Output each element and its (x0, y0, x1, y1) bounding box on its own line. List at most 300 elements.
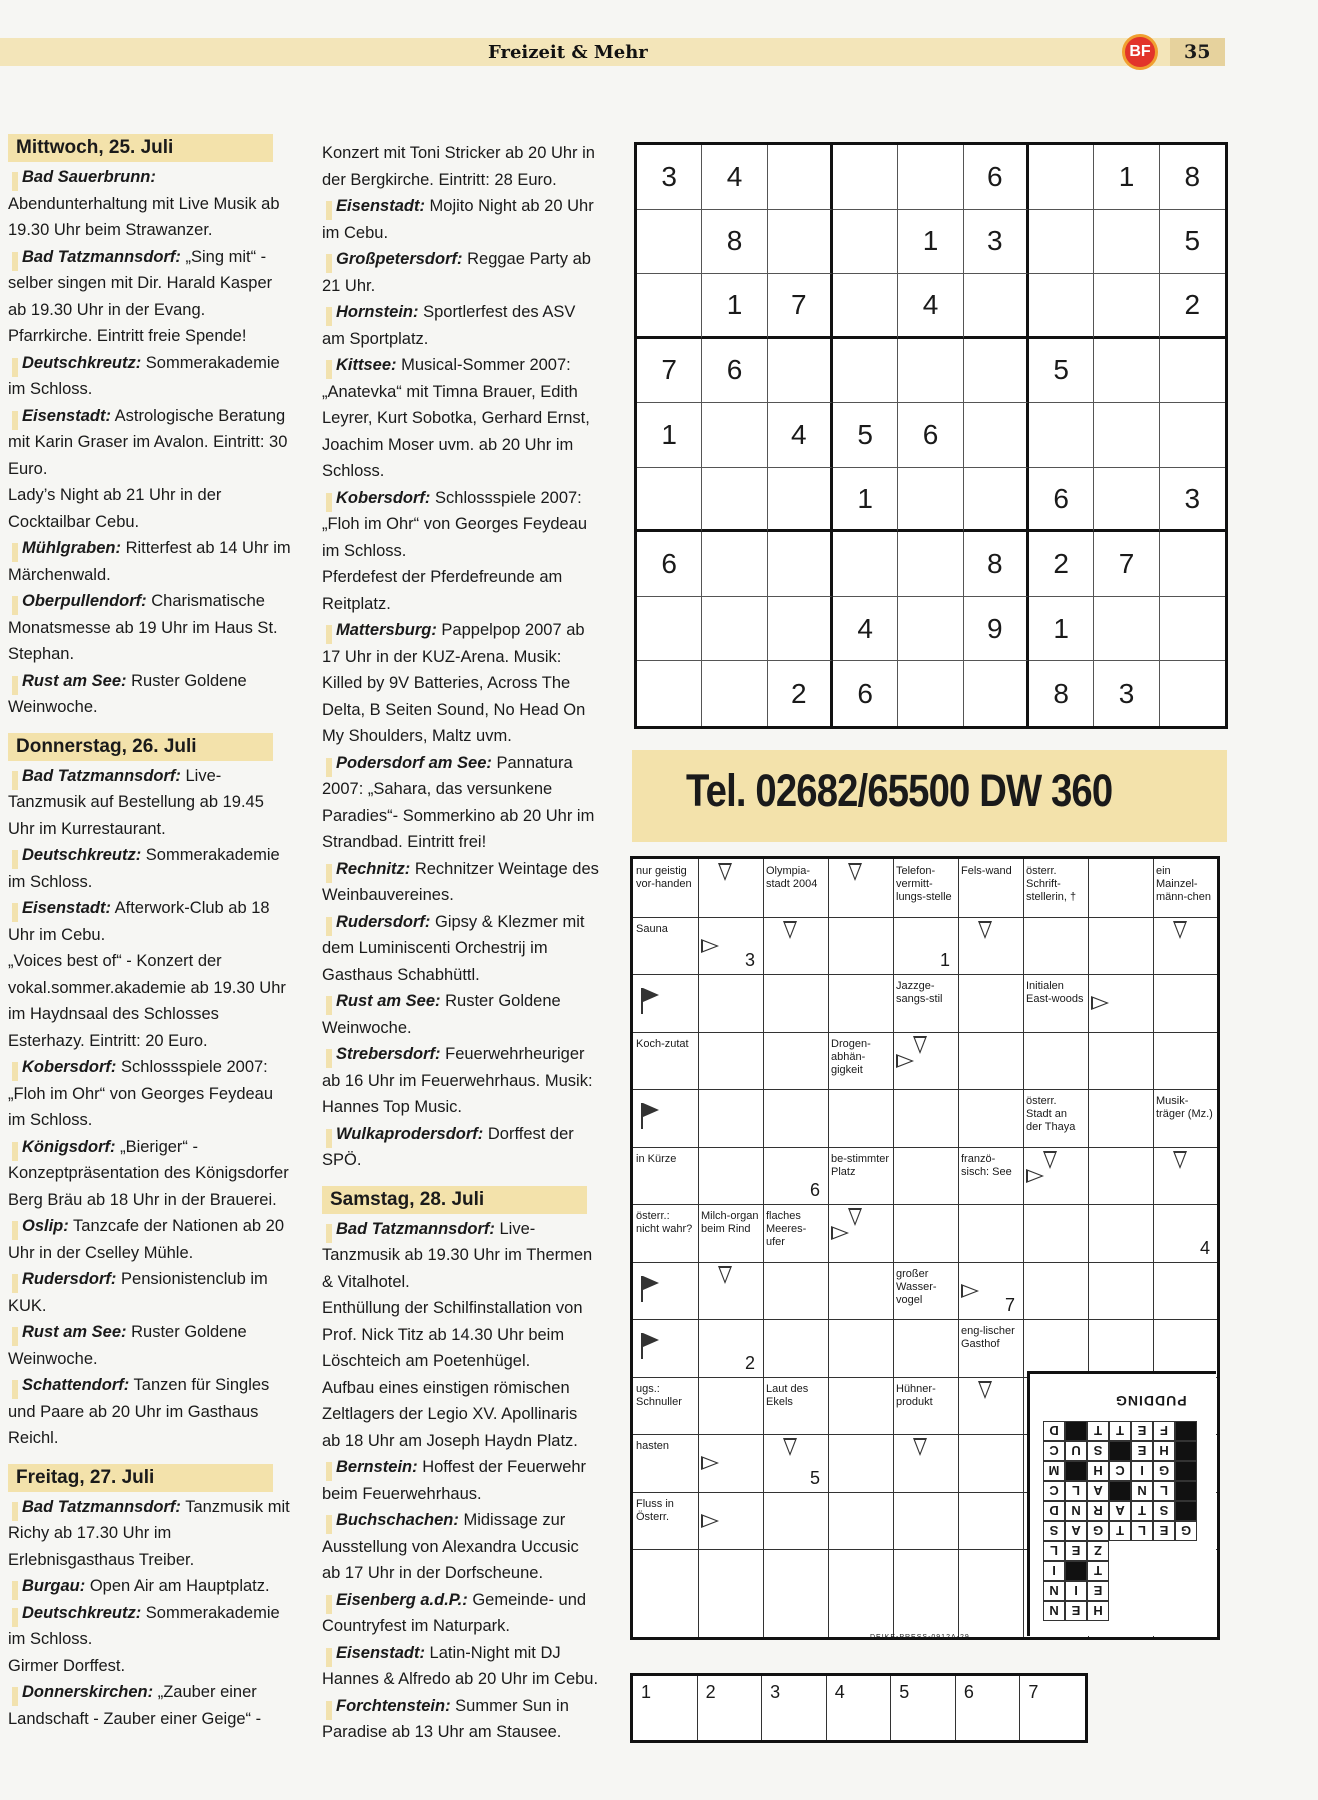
event-entry (322, 750, 600, 856)
sudoku-cell[interactable] (833, 145, 898, 210)
sudoku-cell[interactable]: 7 (768, 274, 833, 339)
sudoku-cell[interactable] (702, 597, 767, 662)
event-location: Bad Tatzmannsdorf: (8, 1498, 181, 1516)
sudoku-cell[interactable] (768, 468, 833, 533)
sudoku-cell[interactable]: 2 (768, 661, 833, 726)
solution-cell: L (1131, 1521, 1153, 1541)
sudoku-cell[interactable] (964, 468, 1029, 533)
sudoku-cell[interactable] (702, 661, 767, 726)
sudoku-cell[interactable]: 7 (1094, 532, 1159, 597)
bf-logo: BF (1122, 34, 1158, 70)
event-text: Aufbau eines einstigen römischen Zeltlagers der Legio XV. Apollinaris ab 18 Uhr am Joseph Haydn Platz. (322, 1378, 578, 1450)
solution-cell: A (1065, 1521, 1087, 1541)
spacer (8, 721, 293, 733)
sudoku-cell[interactable] (1094, 274, 1159, 339)
crossword-clue: nur geistig vor-handen (636, 865, 692, 890)
event-location: Forchtenstein: (322, 1697, 451, 1715)
sudoku-cell[interactable] (898, 145, 963, 210)
crossword-puzzle[interactable] (630, 856, 1220, 1640)
event-location: Königsdorf: (8, 1138, 115, 1156)
sudoku-cell[interactable]: 4 (702, 145, 767, 210)
events-column-1 (8, 134, 293, 1732)
event-location: Oslip: (8, 1217, 69, 1235)
crossword-number: 7 (1005, 1295, 1016, 1315)
sudoku-cell[interactable]: 5 (833, 403, 898, 468)
sudoku-cell[interactable] (964, 661, 1029, 726)
solution-grid (1043, 1421, 1197, 1621)
sudoku-cell[interactable]: 1 (898, 210, 963, 275)
grid-line (958, 859, 959, 1637)
sudoku-cell[interactable]: 1 (1029, 597, 1094, 662)
event-location: Eisenstadt: (8, 899, 111, 917)
solution-cell: N (1043, 1581, 1065, 1601)
solution-cell (1065, 1561, 1087, 1581)
sudoku-cell[interactable] (768, 210, 833, 275)
event-text: Sportlerfest des ASV am Sportplatz. (322, 303, 576, 348)
event-text: Summer Sun in Paradise ab 13 Uhr am Stausee. (322, 1696, 569, 1741)
arrow-right-icon (701, 939, 719, 953)
sudoku-cell[interactable] (637, 661, 702, 726)
solution-cell (1131, 1561, 1153, 1581)
grid-line (698, 859, 699, 1637)
event-text: Pferdefest der Pferdefreunde am Reitplatz. (322, 568, 563, 613)
event-entry (322, 299, 600, 352)
event-entry (8, 350, 293, 403)
sudoku-cell[interactable] (768, 532, 833, 597)
arrow-down-icon (913, 1036, 927, 1054)
event-text: Schlossspiele 2007: „Floh im Ohr“ von Georges Feydeau im Schloss. (322, 488, 588, 560)
event-text: Abendunterhaltung mit Live Musik ab 19.30 Uhr beim Strawanzer. (8, 194, 280, 239)
crossword-clue: Koch-zutat (636, 1037, 689, 1050)
arrow-down-icon (718, 863, 732, 881)
sudoku-cell[interactable]: 4 (833, 597, 898, 662)
sudoku-cell[interactable] (702, 468, 767, 533)
event-entry (8, 1266, 293, 1319)
spacer (322, 1174, 600, 1186)
sudoku-cell[interactable] (1094, 597, 1159, 662)
event-text: Konzert mit Toni Stricker ab 20 Uhr in der Bergkirche. Eintritt: 28 Euro. (322, 144, 595, 189)
event-text: Musical-Sommer 2007: „Anatevka“ mit Timna Brauer, Edith Leyrer, Kurt Sobotka, Gerhard Ernst, Joachim Moser uvm. ab 20 Uhr im Schloss. (322, 356, 590, 480)
answer-cell[interactable]: 6 (956, 1676, 1021, 1740)
solution-cell: U (1065, 1441, 1087, 1461)
event-text: Sommerakademie im Schloss. (8, 1603, 280, 1648)
solution-cell: E (1153, 1521, 1175, 1541)
event-entry (8, 1600, 293, 1653)
sudoku-cell[interactable]: 7 (637, 339, 702, 404)
sudoku-cell[interactable] (1029, 210, 1094, 275)
solution-cell: E (1131, 1421, 1153, 1441)
solution-cell: Z (1087, 1541, 1109, 1561)
event-location: Oberpullendorf: (8, 592, 147, 610)
event-text: Enthüllung der Schilfinstallation von Prof. Nick Titz ab 14.30 Uhr beim Löschteich am Poetenhügel. (322, 1299, 583, 1370)
event-entry (322, 988, 600, 1041)
sudoku-cell[interactable] (1029, 403, 1094, 468)
sudoku-cell[interactable]: 3 (964, 210, 1029, 275)
event-text: Feuerwehrheuriger ab 16 Uhr im Feuerwehrhaus. Musik: Hannes Top Music. (322, 1045, 593, 1116)
answer-row[interactable] (630, 1673, 1088, 1743)
day-heading: Mittwoch, 25. Juli (8, 134, 273, 162)
sudoku-cell[interactable] (702, 403, 767, 468)
sudoku-cell[interactable]: 1 (833, 468, 898, 533)
event-entry (322, 352, 600, 485)
grid-line (633, 1032, 1217, 1033)
event-text: Mojito Night ab 20 Uhr im Cebu. (322, 197, 594, 242)
event-text: Lady’s Night ab 21 Uhr in der Cocktailbar Cebu. (8, 486, 222, 531)
event-location: Eisenstadt: (322, 1644, 425, 1662)
event-location: Schattendorf: (8, 1376, 129, 1394)
sudoku-cell[interactable]: 5 (1160, 210, 1225, 275)
event-entry (322, 1640, 600, 1693)
crossword-clue: Fluss in Österr. (636, 1497, 674, 1523)
solution-cell: H (1087, 1461, 1109, 1481)
sudoku-cell[interactable] (1160, 597, 1225, 662)
crossword-clue: Milch-organ beim Rind (701, 1210, 759, 1235)
solution-cell: G (1175, 1521, 1197, 1541)
event-text: Ruster Goldene Weinwoche. (8, 671, 247, 716)
solution-cell (1131, 1541, 1153, 1561)
solution-cell: H (1153, 1441, 1175, 1461)
event-entry (8, 164, 293, 244)
event-entry (8, 588, 293, 668)
event-location: Kobersdorf: (322, 489, 430, 507)
event-entry (322, 140, 600, 193)
sudoku-cell[interactable] (1160, 339, 1225, 404)
event-location: Hornstein: (322, 303, 419, 321)
day-heading: Donnerstag, 26. Juli (8, 733, 273, 761)
event-location: Kobersdorf: (8, 1058, 116, 1076)
event-entry (8, 763, 293, 843)
crossword-number: 4 (1200, 1237, 1211, 1258)
arrow-down-icon (783, 1438, 797, 1456)
spacer (8, 1452, 293, 1464)
solution-cell (1065, 1461, 1087, 1481)
sudoku-cell[interactable]: 8 (1160, 145, 1225, 210)
event-text: Charismatische Monatsmesse ab 19 Uhr im Haus St. Stephan. (8, 592, 278, 663)
solution-cell: S (1043, 1521, 1065, 1541)
answer-cell[interactable]: 4 (827, 1676, 892, 1740)
page-number: 35 (1184, 41, 1211, 63)
grid-line (633, 1319, 1217, 1320)
event-location: Podersdorf am See: (322, 754, 492, 772)
sudoku-cell[interactable] (637, 210, 702, 275)
solution-cell: C (1109, 1461, 1131, 1481)
grid-line (633, 1204, 1217, 1205)
event-text: Tanzen für Singles und Paare ab 20 Uhr im Gasthaus Reichl. (8, 1376, 270, 1447)
solution-cell (1131, 1601, 1153, 1621)
event-text: Live-Tanzmusik auf Bestellung ab 19.45 Uhr im Kurrestaurant. (8, 766, 264, 838)
event-location: Bad Tatzmannsdorf: (322, 1220, 495, 1238)
event-entry (322, 909, 600, 989)
event-text: Rechnitzer Weintage des Weinbauvereines. (322, 859, 599, 904)
event-entry (8, 948, 293, 1054)
sudoku-cell[interactable] (1160, 661, 1225, 726)
grid-line (763, 859, 764, 1637)
sudoku-cell[interactable] (1094, 210, 1159, 275)
crossword-number: 1 (940, 950, 951, 970)
grid-line (633, 1147, 1217, 1148)
event-text: Gemeinde- und Countryfest im Naturpark. (322, 1590, 587, 1635)
sudoku-cell[interactable] (637, 274, 702, 339)
event-location: Deutschkreutz: (8, 1604, 141, 1622)
sudoku-cell[interactable] (964, 403, 1029, 468)
sudoku-cell[interactable]: 1 (702, 274, 767, 339)
solution-cell: R (1087, 1501, 1109, 1521)
solution-cell: L (1065, 1481, 1087, 1501)
event-text: Live-Tanzmusik ab 19.30 Uhr im Thermen & Vitalhotel. (322, 1219, 593, 1291)
sudoku-cell[interactable] (1094, 403, 1159, 468)
sudoku-cell[interactable] (833, 339, 898, 404)
arrow-down-icon (718, 1266, 732, 1284)
day-heading: Freitag, 27. Juli (8, 1464, 273, 1492)
sudoku-cell[interactable]: 6 (637, 532, 702, 597)
event-text: Ruster Goldene Weinwoche. (8, 1323, 247, 1368)
event-entry (322, 1295, 600, 1375)
event-entry (8, 1213, 293, 1266)
sudoku-cell[interactable]: 1 (1094, 145, 1159, 210)
crossword-number: 6 (810, 1180, 821, 1200)
sudoku-cell[interactable]: 2 (1029, 532, 1094, 597)
event-entry (8, 1054, 293, 1134)
crossword-clue: Drogen-abhän-gigkeit (831, 1037, 871, 1076)
event-text: „Zauber einer Landschaft - Zauber einer Geige“ - (8, 1683, 262, 1728)
grid-line (633, 974, 1217, 975)
solution-cell (1175, 1421, 1197, 1441)
event-text: Ritterfest ab 14 Uhr im Märchenwald. (8, 539, 291, 584)
sudoku-cell[interactable] (1029, 145, 1094, 210)
flag-arrow-icon (641, 1103, 643, 1129)
event-text: Afterwork-Club ab 18 Uhr im Cebu. (8, 899, 270, 944)
answer-cell[interactable]: 1 (633, 1676, 698, 1740)
sudoku-cell[interactable] (1160, 532, 1225, 597)
sudoku-cell[interactable] (898, 468, 963, 533)
event-location: Kittsee: (322, 356, 397, 374)
sudoku-cell[interactable] (964, 339, 1029, 404)
solution-cell (1153, 1581, 1175, 1601)
solution-cell: D (1043, 1501, 1065, 1521)
sudoku-cell[interactable] (1029, 274, 1094, 339)
sudoku-cell[interactable]: 6 (1029, 468, 1094, 533)
sudoku-cell[interactable] (833, 210, 898, 275)
arrow-down-icon (1173, 921, 1187, 939)
solution-cell (1175, 1441, 1197, 1461)
event-entry (322, 564, 600, 617)
event-entry (322, 1507, 600, 1587)
arrow-down-icon (848, 863, 862, 881)
sudoku-cell[interactable]: 6 (833, 661, 898, 726)
sudoku-cell[interactable]: 3 (637, 145, 702, 210)
solution-cell (1109, 1601, 1131, 1621)
answer-cell[interactable]: 7 (1028, 1682, 1039, 1702)
sudoku-cell[interactable]: 4 (768, 403, 833, 468)
sudoku-cell[interactable] (637, 597, 702, 662)
event-text: Schlossspiele 2007: „Floh im Ohr“ von Georges Feydeau im Schloss. (8, 1058, 274, 1129)
solution-cell (1175, 1561, 1197, 1581)
event-text: Reggae Party ab 21 Uhr. (322, 250, 591, 295)
event-location: Eisenberg a.d.P.: (322, 1591, 468, 1609)
event-text: „Sing mit“ - selber singen mit Dir. Harald Kasper ab 19.30 Uhr in der Evang. Pfarrkirche. Eintritt freie Spende! (8, 247, 273, 345)
sudoku-cell[interactable] (702, 532, 767, 597)
event-location: Wulkaprodersdorf: (322, 1125, 483, 1143)
event-location: Rust am See: (322, 992, 441, 1010)
solution-cell: N (1043, 1601, 1065, 1621)
sudoku-cell[interactable]: 1 (637, 403, 702, 468)
event-location: Rudersdorf: (8, 1270, 116, 1288)
solution-cell: C (1043, 1481, 1065, 1501)
event-text: Sommerakademie im Schloss. (8, 846, 280, 891)
event-location: Bad Tatzmannsdorf: (8, 248, 181, 266)
event-entry (322, 1693, 600, 1746)
sudoku-cell[interactable]: 8 (964, 532, 1029, 597)
event-location: Bad Sauerbrunn: (8, 168, 156, 186)
sudoku-grid[interactable] (634, 142, 1228, 729)
sudoku-cell[interactable]: 3 (1160, 468, 1225, 533)
solution-cell: F (1153, 1421, 1175, 1441)
event-location: Mattersburg: (322, 621, 437, 639)
sudoku-cell[interactable] (1094, 339, 1159, 404)
event-entry (8, 1372, 293, 1452)
event-text: Pannatura 2007: „Sahara, das versunkene Paradies“- Sommerkino ab 20 Uhr im Strandbad. Eintritt frei! (322, 753, 595, 851)
sudoku-cell[interactable]: 8 (702, 210, 767, 275)
event-location: Großpetersdorf: (322, 250, 463, 268)
crossword-clue: großer Wasser-vogel (896, 1267, 937, 1306)
crossword-clue: österr.: nicht wahr? (636, 1210, 693, 1235)
grid-line (633, 1089, 1217, 1090)
event-entry (8, 482, 293, 535)
events-column-2 (322, 140, 600, 1746)
crossword-clue: ugs.: Schnuller (636, 1382, 682, 1408)
event-entry (8, 1679, 293, 1732)
solution-cell: I (1043, 1561, 1065, 1581)
solution-cell (1153, 1561, 1175, 1581)
solution-cell: N (1065, 1501, 1087, 1521)
event-text: Astrologische Beratung mit Karin Graser im Avalon. Eintritt: 30 Euro. (8, 406, 288, 478)
solution-cell (1109, 1441, 1131, 1461)
sudoku-cell[interactable] (768, 145, 833, 210)
crossword-clue: Initialen East-woods (1026, 980, 1084, 1005)
arrow-right-icon (1091, 996, 1109, 1010)
crossword-clue: Olympia-stadt 2004 (766, 865, 818, 890)
sudoku-cell[interactable]: 4 (898, 274, 963, 339)
solution-cell (1175, 1461, 1197, 1481)
event-entry (8, 535, 293, 588)
event-text: „Bieriger“ - Konzeptpräsentation des Königsdorfer Berg Bräu ab 18 Uhr in der Brauerei. (8, 1137, 289, 1209)
event-text: Open Air am Hauptplatz. (85, 1577, 270, 1595)
crossword-clue: österr. Stadt an der Thaya (1026, 1095, 1076, 1133)
event-entry (322, 246, 600, 299)
event-entry (8, 1573, 293, 1600)
event-entry (8, 668, 293, 721)
solution-cell: G (1153, 1461, 1175, 1481)
sudoku-cell[interactable] (898, 661, 963, 726)
sudoku-cell[interactable]: 8 (1029, 661, 1094, 726)
sudoku-cell[interactable] (833, 532, 898, 597)
solution-cell (1109, 1541, 1131, 1561)
solution-cell: M (1043, 1461, 1065, 1481)
sudoku-cell[interactable]: 6 (964, 145, 1029, 210)
solution-cell: E (1131, 1441, 1153, 1461)
flag-arrow-icon (641, 988, 643, 1014)
solution-cell: S (1087, 1441, 1109, 1461)
sudoku-cell[interactable] (768, 339, 833, 404)
solution-cell: E (1087, 1581, 1109, 1601)
event-entry (322, 1041, 600, 1121)
sudoku-cell[interactable]: 5 (1029, 339, 1094, 404)
solution-cell: I (1065, 1581, 1087, 1601)
solution-cell (1131, 1581, 1153, 1601)
event-text: Ruster Goldene Weinwoche. (322, 992, 561, 1037)
event-location: Bernstein: (322, 1458, 418, 1476)
sudoku-cell[interactable]: 2 (1160, 274, 1225, 339)
event-text: Girmer Dorffest. (8, 1656, 126, 1675)
event-entry (322, 1454, 600, 1507)
sudoku-cell[interactable] (898, 532, 963, 597)
sudoku-cell[interactable] (1094, 468, 1159, 533)
sudoku-cell[interactable] (898, 339, 963, 404)
event-location: Rudersdorf: (322, 913, 430, 931)
arrow-down-icon (913, 1438, 927, 1456)
sudoku-cell[interactable] (964, 274, 1029, 339)
day-heading: Samstag, 28. Juli (322, 1186, 587, 1214)
crossword-credit: DEIKE-PRESS-0912A-29 (870, 1634, 970, 1641)
event-entry (322, 485, 600, 565)
solution-cell (1153, 1541, 1175, 1561)
sudoku-cell[interactable]: 9 (964, 597, 1029, 662)
crossword-clue: Hühner-produkt (896, 1382, 936, 1408)
solution-cell: L (1153, 1481, 1175, 1501)
event-text: „Voices best of“ - Konzert der vokal.sommer.akademie ab 19.30 Uhr im Haydnsaal des Schlosses Esterhazy. Eintritt: 20 Euro. (8, 952, 286, 1050)
sudoku-cell[interactable] (898, 597, 963, 662)
section-title: Freizeit & Mehr (488, 42, 648, 63)
solution-cell: T (1109, 1421, 1131, 1441)
flag-arrow-icon (641, 1333, 643, 1359)
solution-cell: A (1087, 1481, 1109, 1501)
solution-cell (1175, 1541, 1197, 1561)
sudoku-cell[interactable]: 3 (1094, 661, 1159, 726)
solution-cell (1175, 1481, 1197, 1501)
event-text: Hoffest der Feuerwehr beim Feuerwehrhaus. (322, 1458, 587, 1503)
crossword-clue: Telefon-vermitt-lungs-stelle (896, 865, 952, 903)
sudoku-cell[interactable]: 6 (898, 403, 963, 468)
sudoku-cell[interactable] (637, 468, 702, 533)
event-text: Latin-Night mit DJ Hannes & Alfredo ab 20 Uhr im Cebu. (322, 1643, 599, 1688)
arrow-right-icon (701, 1456, 719, 1470)
crossword-clue: Musik-träger (Mz.) (1156, 1095, 1213, 1120)
solution-cell: A (1109, 1501, 1131, 1521)
sudoku-cell[interactable] (1160, 403, 1225, 468)
answer-cell[interactable]: 3 (762, 1676, 827, 1740)
event-entry (322, 1121, 600, 1174)
event-entry (8, 842, 293, 895)
solution-cell: C (1043, 1441, 1065, 1461)
solution-cell: T (1109, 1521, 1131, 1541)
sudoku-cell[interactable]: 6 (702, 339, 767, 404)
event-entry (322, 1375, 600, 1455)
crossword-clue: be-stimmter Platz (831, 1152, 890, 1178)
answer-cell[interactable]: 5 (891, 1676, 956, 1740)
event-entry (322, 856, 600, 909)
event-entry (8, 1653, 293, 1680)
crossword-clue: Fels-wand (961, 865, 1012, 877)
event-text: Sommerakademie im Schloss. (8, 353, 280, 398)
crossword-number: 3 (745, 950, 756, 970)
answer-cell[interactable]: 2 (698, 1676, 763, 1740)
solution-cell (1175, 1601, 1197, 1621)
arrow-down-icon (978, 1381, 992, 1399)
solution-cell: T (1131, 1501, 1153, 1521)
sudoku-cell[interactable] (768, 597, 833, 662)
sudoku-cell[interactable] (833, 274, 898, 339)
event-text: Gipsy & Klezmer mit dem Luminiscenti Orchestrij im Gasthaus Schabhüttl. (322, 912, 585, 984)
